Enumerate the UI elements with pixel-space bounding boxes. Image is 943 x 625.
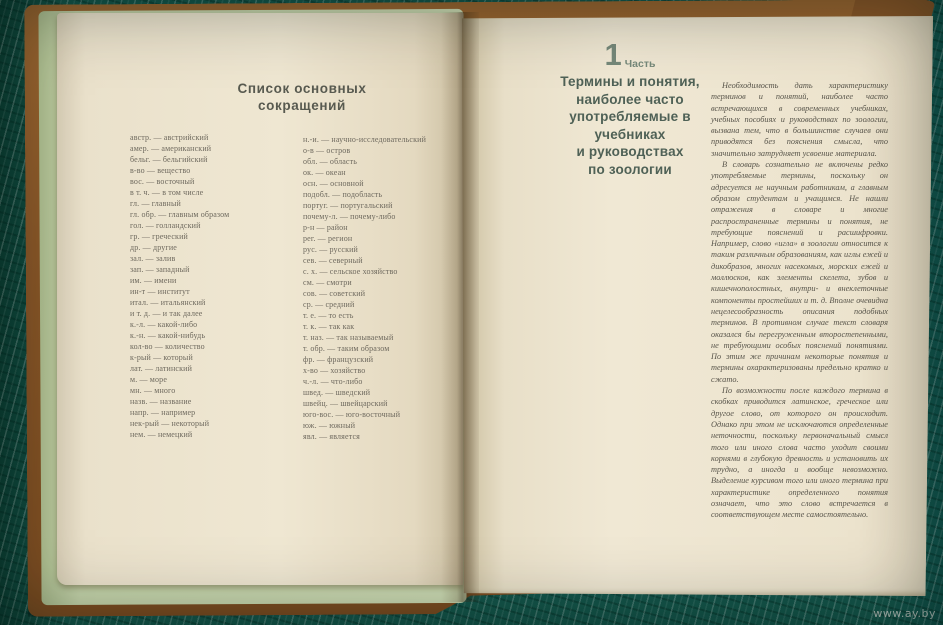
watermark: www.ay.by [873,607,936,620]
abbreviation-item: гл. обр. — главным образом [130,210,230,219]
introduction-paragraph: По возможности после каждого термина в скобках приводится латинское, греческое или другое слово, от которого он происходит. Однако при этом не исключаются определенные неточности, поскольку первоначальный смысл того или иного слова часто уходит своими корнями в глубокую древность и установить их трудно, а иногда и вообще невозможно. Выделение курсивом того или иного термина при характеристике определенного понятия означает, что это слово встречается в соответствующем месте самостоятельно. [711,386,888,520]
abbreviation-item: осн. — основной [303,179,364,188]
abbreviation-item: т. обр. — таким образом [303,344,390,353]
abbreviation-item: сев. — северный [303,256,363,265]
abbreviation-item: о-в — остров [303,146,351,155]
part-label: Часть [624,58,656,70]
abbreviation-item: им. — имени [130,276,177,285]
introduction-paragraph: В словарь сознательно не включены редко употребляемые термины, поскольку он адресуется не научным работникам, а главным образом студентам и учащимся. Не нашли отражения в словаре и многие распространенные термины и понятия, не требующие пояснений и расшифровки. Например, слово «игла» в зоологии относится к таким различным образованиям, как иглы ежей и дикобразов, многих насекомых, морских ежей и моллюсков, как элементы скелета, зубов и кишечнополостных, внутри- и внеклеточные компоненты простейших и т. д. Вполне очевидна нецелесообразность описания подобных терминов. В противном случае текст словаря оказался бы перегруженным второстепенными, не требующими особых пояснений понятиями. По этим же причинам некоторые понятия и термины охарактеризованы предельно кратко и сжато. [711,160,888,384]
abbreviation-item: к.-л. — какой-либо [130,320,198,329]
abbreviation-item: р-н — район [303,223,348,232]
left-page-title-line1: Список основных [237,81,367,96]
abbreviation-item: м. — море [130,375,168,384]
abbreviation-item: нем. — немецкий [130,430,193,439]
abbreviation-item: назв. — название [130,397,192,406]
abbreviation-item: в-во — вещество [130,166,191,175]
abbreviation-item: сов. — советский [303,289,366,298]
abbreviation-item: и т. д. — и так далее [130,309,203,318]
part-heading [535,38,725,72]
abbreviation-item: др. — другие [130,243,177,252]
abbreviation-item: нек-рый — некоторый [130,419,210,428]
abbreviation-item: австр. — австрийский [130,133,209,142]
abbreviation-item: т. к. — так как [303,322,355,331]
abbreviation-item: почему-л. — почему-либо [303,212,396,221]
abbreviation-item: ч.-л. — что-либо [303,377,363,386]
abbreviation-item: с. х. — сельское хозяйство [303,267,398,276]
abbreviation-item: фр. — французский [303,355,374,364]
chapter-title-line: употребляемые в [569,109,691,125]
abbreviation-item: рус. — русский [303,245,358,254]
abbreviation-item: мн. — много [130,386,176,395]
abbreviation-item: юго-вос. — юго-восточный [303,410,401,419]
abbreviation-item: швейц. — швейцарский [303,399,388,408]
abbreviation-item: в т. ч. — в том числе [130,188,204,197]
chapter-title-line: Термины и понятия, [560,74,700,89]
chapter-title-line: и руководствах [576,144,684,160]
left-page-title-line2: сокращений [258,98,346,113]
abbreviation-item: обл. — область [303,157,358,166]
abbreviation-item: х-во — хозяйство [303,366,366,375]
left-page-title [192,80,412,114]
abbreviation-item: подобл. — подобласть [303,190,383,199]
abbreviation-item: т. е. — то есть [303,311,354,320]
part-number: 1 [604,37,622,72]
introduction-paragraph: Необходимость дать характеристику терминов и понятий, наиболее часто встречающихся в современных учебниках, учебных пособиях и руководствах по зоологии, вызвана тем, что в большинстве случаев они приводятся без пояснения смысла, что значительно затрудняет усвоение материала. [711,81,888,158]
abbreviation-item: см. — смотри [303,278,352,287]
abbreviation-item: напр. — например [130,408,196,417]
abbreviation-item: рег. — регион [303,234,353,243]
abbreviation-item: зал. — залив [130,254,176,263]
abbreviation-item: юж. — южный [303,421,356,430]
abbreviation-item: т. наз. — так называемый [303,333,394,342]
abbreviation-item: амер. — американский [130,144,212,153]
abbreviation-item: н.-и. — научно-исследовательский [303,135,427,144]
chapter-title-line: по зоологии [588,161,672,177]
abbreviation-item: гр. — греческий [130,232,188,241]
abbreviation-item: ок. — океан [303,168,346,177]
abbreviation-item: лат. — латинский [130,364,193,373]
abbreviation-item: к.-н. — какой-нибудь [130,331,206,340]
introduction-text [711,80,888,521]
abbreviations-column-2 [303,134,493,442]
chapter-title-line: учебниках [594,126,666,142]
abbreviation-item: гол. — голландский [130,221,201,230]
chapter-title-line: наиболее часто [576,91,684,107]
abbreviation-item: гл. — главный [130,199,181,208]
abbreviations-column-1 [130,132,305,440]
abbreviation-item: ин-т — институт [130,287,190,296]
abbreviation-item: зап. — западный [130,265,190,274]
abbreviation-item: явл. — является [303,432,360,441]
abbreviation-item: кол-во — количество [130,342,205,351]
abbreviation-item: бельг. — бельгийский [130,155,208,164]
abbreviation-item: вос. — восточный [130,177,195,186]
abbreviation-item: португ. — португальский [303,201,393,210]
abbreviation-item: к-рый — который [130,353,193,362]
abbreviation-item: швед. — шведский [303,388,371,397]
abbreviation-item: итал. — итальянский [130,298,206,307]
chapter-title [533,73,727,179]
abbreviation-item: ср. — средний [303,300,355,309]
